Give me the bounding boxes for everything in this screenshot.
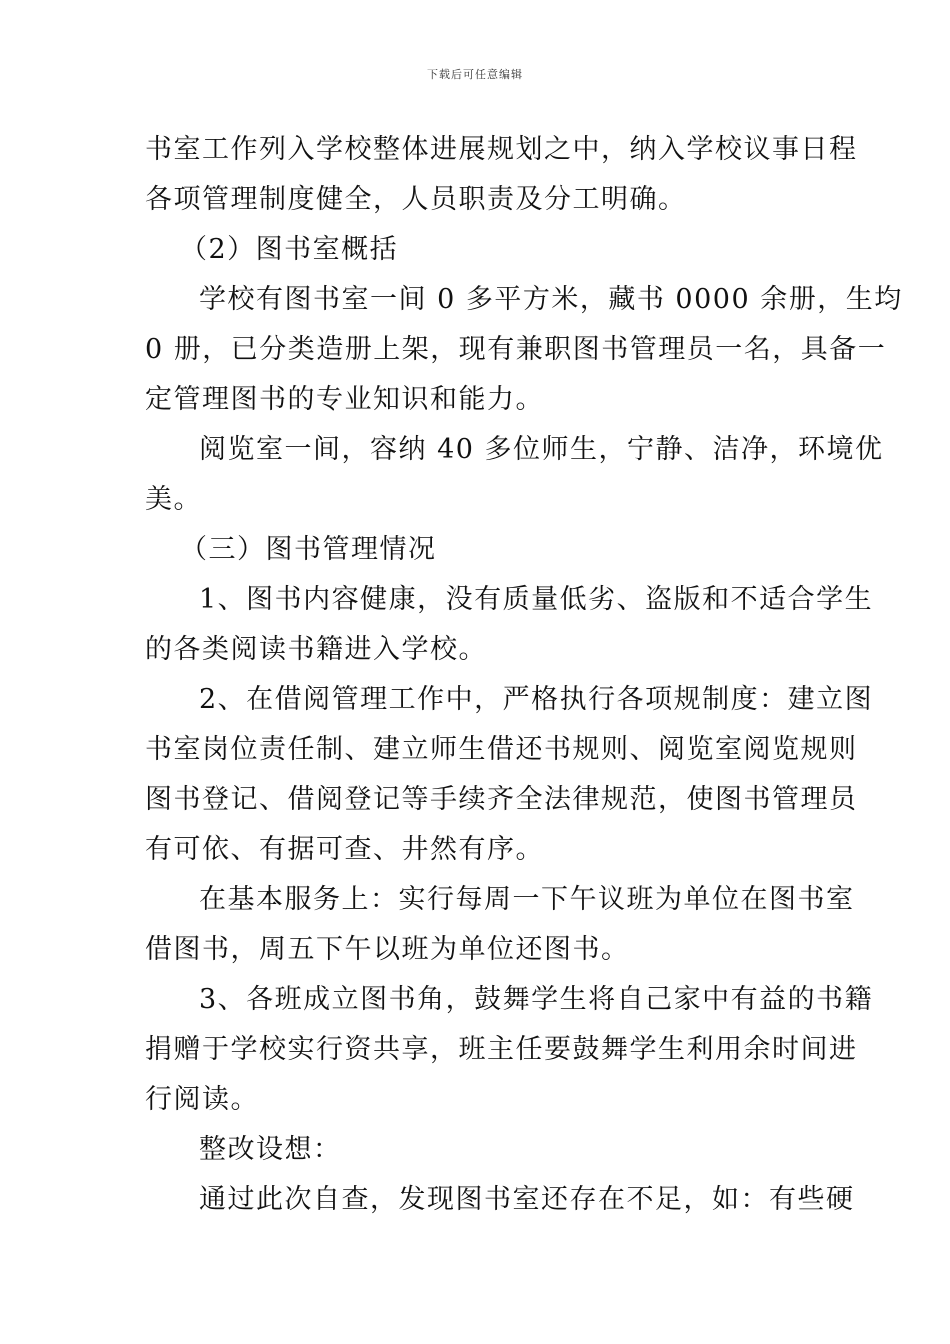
text-line: 有可依、有据可查、井然有序。: [145, 834, 544, 865]
text-line: 图书登记、借阅登记等手续齐全法律规范，使图书管理员: [145, 784, 858, 815]
text-line: 书室工作列入学校整体进展规划之中，纳入学校议事日程: [145, 134, 858, 165]
text-line: 阅览室一间，容纳 40 多位师生，宁静、洁净，环境优: [199, 434, 884, 465]
text-line: 通过此次自查，发现图书室还存在不足，如：有些硬: [199, 1184, 855, 1215]
text-line: 美。: [145, 484, 202, 515]
text-line: 1、图书内容健康，没有质量低劣、盗版和不适合学生: [199, 584, 874, 615]
text-line: 各项管理制度健全，人员职责及分工明确。: [145, 184, 687, 215]
text-line: 3、各班成立图书角，鼓舞学生将自己家中有益的书籍: [199, 984, 874, 1015]
text-line: 定管理图书的专业知识和能力。: [145, 384, 544, 415]
text-line: 的各类阅读书籍进入学校。: [145, 634, 487, 665]
section-heading: （三）图书管理情况: [180, 534, 437, 565]
section-heading: 整改设想：: [199, 1134, 342, 1165]
text-line: 借图书，周五下午以班为单位还图书。: [145, 934, 630, 965]
text-line: 书室岗位责任制、建立师生借还书规则、阅览室阅览规则: [145, 734, 858, 765]
text-line: 学校有图书室一间 0 多平方米，藏书 0000 余册，生均: [199, 284, 903, 315]
text-line: 2、在借阅管理工作中，严格执行各项规制度：建立图: [199, 684, 874, 715]
text-line: 行阅读。: [145, 1084, 259, 1115]
text-line: 在基本服务上：实行每周一下午议班为单位在图书室: [199, 884, 855, 915]
text-line: 0 册，已分类造册上架，现有兼职图书管理员一名，具备一: [145, 334, 887, 365]
text-line: 捐赠于学校实行资共享，班主任要鼓舞学生利用余时间进: [145, 1034, 858, 1065]
page-header-note: 下载后可任意编辑: [427, 68, 523, 81]
section-heading: （2）图书室概括: [180, 234, 399, 265]
